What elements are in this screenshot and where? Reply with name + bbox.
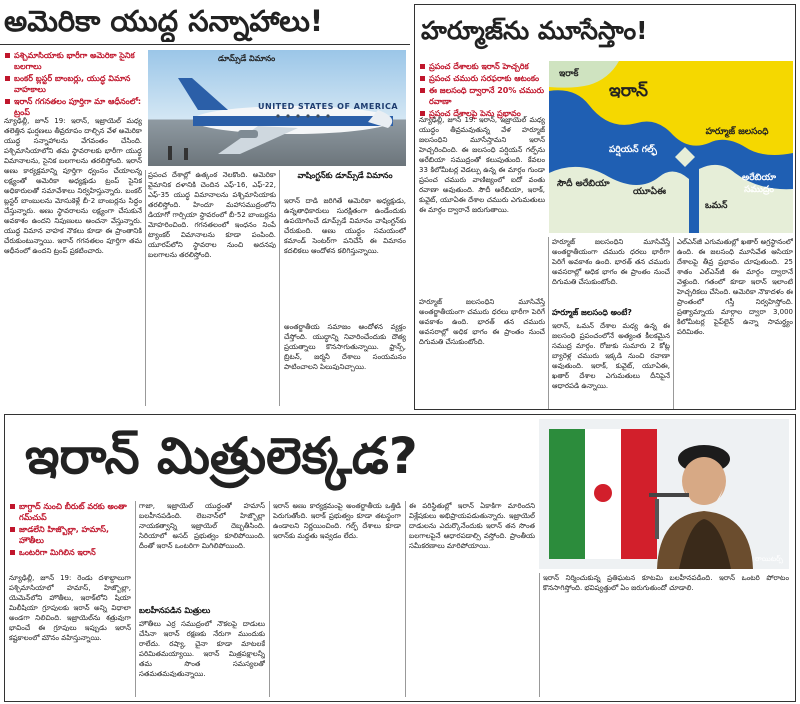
america-col1: న్యూఢిల్లీ, జూన్ 19: ఇరాన్, ఇజ్రాయెల్ మధ్య తలెత్తిన ఘర్షణలు తీవ్రరూపం దాల్చిన వేళ అమెరికా యుద్ధ సన్నాహాలను వేగవంతం చేసింది. పశ్చిమాసియాలోని తమ స్థావరాలకు భారీగా యుద్ధ విమానాలను, సైనిక బలగాలను తరలిస్తోంది. ఇరాన్ అణు కార్యక్రమాన్ని పూర్తిగా ధ్వంసం చేయాలన్న లక్ష్యంతో అమెరికా అధ్యక్షుడు ట్రంప్ సైనిక అధికారులతో సమావేశాలు నిర్వహిస్తున్నారు. బంకర్ బ్లస్టర్ బాంబులను మోసుకెళ్లే బీ-2 బాంబర్లను సిద్ధం చేస్తున్నారు. అణు స్థావరాలను లక్ష్యంగా చేసుకునే అవకాశం ఉందని నిపుణులు అంచనా వేస్తున్నారు. యుద్ధ విమాన వాహక నౌకలు కూడా ఈ ప్రాంతానికి చేరుకుంటున్నాయి. ఇరాన్ గగనతలం పూర్తిగా తమ ఆధీనంలో ఉందని ట్రంప్ ప్రకటించారు. [4, 117, 142, 255]
iran-col5: ఈ పరిస్థితుల్లో ఇరాన్ ఏకాకిగా మారిందని విశ్లేషకులు అభిప్రాయపడుతున్నారు. ఇజ్రాయెల్ దాడులను ఎదుర్కొనేందుకు ఇరాన్ తన సొంత బలగాలపైనే ఆధారపడాల్సి వస్తోంది. ప్రాంతీయ సమీకరణాలు మారిపోయాయి. [409, 502, 535, 550]
headline-hormuz: హర్మూజ్‌ను మూసేస్తాం! [421, 16, 648, 45]
map-label-saudi: సౌదీ అరేబియా [557, 179, 610, 189]
map-label-uae: యూఏఈ [633, 187, 666, 197]
map-label-hormuz: హర్మూజ్ జలసంధి [705, 127, 769, 137]
bullet-item: బంకర్ బ్లస్టర్ బాంబర్లు, యుద్ధ విమాన వాహకాలు [4, 73, 142, 95]
plane-lettering: UNITED STATES OF AMERICA [258, 102, 399, 111]
headline-america: అమెరికా యుద్ధ సన్నాహాలు! [4, 4, 324, 38]
iran-col2: గాజా, ఇజ్రాయెల్ యుద్ధంతో హమాస్ బలహీనపడింది. లెబనాన్‌లో హిజ్బొల్లా నాయకత్వాన్ని ఇజ్రాయెల్ దెబ్బతీసింది. సిరియాలో అసద్ ప్రభుత్వం కూలిపోయింది. దీంతో ఇరాన్ ఒంటరిగా మిగిలిపోయింది. [139, 502, 265, 550]
bullet-item: ప్రపంచ దేశాలకు ఇరాన్ హెచ్చరిక [419, 61, 547, 72]
leader-illustration [539, 419, 789, 569]
hormuz-col1: న్యూఢిల్లీ, జూన్ 19: ఇరాన్, ఇజ్రాయెల్ మధ్య యుద్ధం తీవ్రమవుతున్న వేళ హర్మూజ్ జలసంధిని మూసేస్తామని ఇరాన్ హెచ్చరించింది. ఈ జలసంధి పర్షియన్ గల్ఫ్‌ను అరేబియా సముద్రంతో కలుపుతుంది. కేవలం 33 కిలోమీటర్ల వెడల్పు ఉన్న ఈ మార్గం గుండా ప్రపంచ చమురు వాణిజ్యంలో ఐదో వంతు రవాణా అవుతుంది. సౌదీ అరేబియా, ఇరాక్, కువైట్, యూఏఈ దేశాల చమురు ఎగుమతులు ఈ మార్గం ద్వారానే జరుగుతాయి. [419, 116, 545, 214]
article-america [0, 0, 410, 410]
america-col2: ప్రపంచ దేశాల్లో ఉత్కంఠ నెలకొంది. అమెరికా వైమానిక దళానికి చెందిన ఎఫ్-16, ఎఫ్-22, ఎఫ్-35 యుద్ధ విమానాలను పశ్చిమాసియాకు తరలిస్తోంది. హిందూ మహాసముద్రంలోని డియాగో గార్సియా స్థావరంలో బీ-52 బాంబర్లను మోహరించింది. గగనతలంలో ఇంధనం నింపే ట్యాంకర్ విమానాలను కూడా పంపింది. యూరప్‌లోని స్థావరాల నుంచి అదనపు బలగాలను తరలిస్తోంది. [148, 171, 276, 259]
bullet-item: ప్రపంచ దేశాలపై పెను ప్రభావం [419, 108, 547, 119]
bullets-hormuz [419, 61, 547, 120]
bullets-america [4, 50, 142, 119]
bullet-item: పశ్చిమాసియాకు భారీగా అమెరికా సైనిక బలగాలు [4, 50, 142, 72]
map-label-sea: అరేబియా సముద్రం [742, 173, 776, 195]
headline-iran: ఇరాన్ మిత్రులెక్కడ? [25, 427, 418, 485]
america-col3: ఇరాన్ దాడి జరిగితే అమెరికా అధ్యక్షుడు, ఉన్నతాధికారులు సురక్షితంగా ఉండేందుకు ఉపయోగించే డూమ్స్‌డే విమానం వాషింగ్టన్‌కు చేరుకుంది. అణు యుద్ధం సమయంలో కమాండ్ సెంటర్‌గా పనిచేసే ఈ విమానం కదలికలు ఆందోళన కలిగిస్తున్నాయి. [284, 197, 406, 255]
hormuz-col1b: హర్మూజ్ జలసంధిని మూసివేస్తే అంతర్జాతీయంగా చమురు ధరలు భారీగా పెరిగే అవకాశం ఉంది. భారత్ తన చమురు అవసరాల్లో అధిక భాగం ఈ ప్రాంతం నుంచే దిగుమతి చేసుకుంటోంది. [419, 298, 545, 346]
iran-col3: హౌతీలు ఎర్ర సముద్రంలో నౌకలపై దాడులు చేసినా ఇరాన్ రక్షణకు నేరుగా ముందుకు రాలేదు. రష్యా, చైనా కూడా మాటలకే పరిమితమయ్యాయి. ఇరాన్ మిత్రపక్షాలన్నీ తమ సొంత సమస్యలతో సతమతమవుతున్నాయి. [139, 620, 265, 678]
bullet-item: బాగ్దాద్ నుంచి బీరుట్ వరకు అంతా గమ్‌చుప్ [9, 501, 129, 523]
article-hormuz [414, 4, 796, 410]
bullet-item: ఇరాన్ గగనతలం పూర్తిగా మా ఆధీనంలో: ట్రంప్ [4, 96, 142, 118]
map-label-oman: ఒమన్ [705, 201, 728, 211]
america-col4: అంతర్జాతీయ సమాజం ఆందోళన వ్యక్తం చేస్తోంది. యుద్ధాన్ని నివారించేందుకు దౌత్య ప్రయత్నాలు కొనసాగుతున్నాయి. ఫ్రాన్స్, బ్రిటన్, జర్మనీ దేశాలు సంయమనం పాటించాలని పిలుపునిచ్చాయి. [284, 323, 406, 371]
bullet-item: ఈ జలసంధి ద్వారానే 20% చమురు రవాణా [419, 85, 547, 107]
photo-credit: రాయిటర్స్ [755, 555, 783, 563]
hormuz-sub-heading: హర్మూజ్ జలసంధి అంటే? [552, 308, 632, 317]
america-sub-caption: వాషింగ్టన్‌కు డూమ్స్‌డే విమానం [297, 171, 393, 180]
map-label-iran: ఇరాన్ [609, 81, 648, 101]
hormuz-col2: హర్మూజ్ జలసంధిని మూసివేస్తే అంతర్జాతీయంగా చమురు ధరలు భారీగా పెరిగే అవకాశం ఉంది. భారత్ తన చమురు అవసరాల్లో అధిక భాగం ఈ ప్రాంతం నుంచే దిగుమతి చేసుకుంటోంది. [552, 238, 670, 286]
bullet-item: జాడలేని హిజ్బొల్లా, హమాస్, హౌతీలు [9, 524, 129, 546]
iran-col6: ఇరాన్ నిర్మించుకున్న ప్రతిఘటన కూటమి బలహీనపడింది. ఇరాన్ ఒంటరి పోరాటం కొనసాగిస్తోంది. భవిష్యత్తులో ఏం జరుగుతుందో చూడాలి. [543, 574, 789, 592]
region-map [549, 61, 793, 233]
photo-doomsday-plane [148, 50, 406, 166]
photo-iran-leader [539, 419, 789, 569]
hormuz-col2b: ఇరాన్, ఒమన్ దేశాల మధ్య ఉన్న ఈ జలసంధి ప్రపంచంలోనే అత్యంత కీలకమైన సముద్ర మార్గం. రోజుకు సుమారు 2 కోట్ల బ్యారెళ్ల చమురు ఇక్కడి నుంచి రవాణా అవుతుంది. ఇరాక్, కువైట్, యూఏఈ, ఖతార్ దేశాల ఎగుమతులు దీనిపైనే ఆధారపడి ఉన్నాయి. [552, 322, 670, 390]
iran-col1: న్యూఢిల్లీ, జూన్ 19: రెండు దశాబ్దాలుగా పశ్చిమాసియాలో హమాస్, హిజ్బొల్లా, యెమెన్‌లోని హౌతీలు, ఇరాక్‌లోని షియా మిలీషియా గ్రూపులకు ఇరాన్ అన్ని విధాలా అండగా నిలిచింది. ఇజ్రాయెల్‌ను శత్రువుగా భావించే ఈ గ్రూపులు ఇప్పుడు ఇరాన్ కష్టకాలంలో మౌనం వహిస్తున్నాయి. [9, 574, 131, 642]
iran-col4: ఇరాన్ అణు కార్యక్రమంపై అంతర్జాతీయ ఒత్తిడి పెరుగుతోంది. ఇరాక్ ప్రభుత్వం కూడా తటస్థంగా ఉండాలని నిర్ణయించింది. గల్ఫ్ దేశాలు కూడా ఇరాన్‌కు మద్దతు ఇవ్వడం లేదు. [273, 502, 401, 540]
photo-caption: డూమ్స్‌డే విమానం [218, 54, 276, 63]
map-label-gulf: పర్షియన్ గల్ఫ్ [609, 145, 657, 155]
iran-sub-heading: బలహీనపడిన మిత్రులు [139, 606, 211, 615]
article-iran [4, 414, 796, 702]
bullets-iran [9, 501, 129, 559]
bullet-item: ప్రపంచ చమురు సరఫరాకు ఆటంకం [419, 73, 547, 84]
hormuz-col3: ఎల్ఎన్‌జీ ఎగుమతుల్లో ఖతార్ అగ్రస్థానంలో ఉంది. ఈ జలసంధి మూసివేత ఆసియా దేశాలపై తీవ్ర ప్రభావం చూపుతుంది. 25 శాతం ఎల్ఎన్‌జీ ఈ మార్గం ద్వారానే వెళ్తుంది. గతంలో కూడా ఇరాన్ ఇలాంటి హెచ్చరికలు చేసింది. అమెరికా నౌకాదళం ఈ ప్రాంతంలో గస్తీ నిర్వహిస్తోంది. ప్రత్యామ్నాయ మార్గాల ద్వారా 3,000 కిలోమీటర్ల పైప్‌లైన్ ఉన్నా సామర్థ్యం పరిమితం. [677, 238, 793, 336]
bullet-item: ఒంటరిగా మిగిలిన ఇరాన్ [9, 547, 129, 558]
map-label-iraq: ఇరాక్ [559, 69, 579, 79]
map-hormuz [549, 61, 793, 233]
